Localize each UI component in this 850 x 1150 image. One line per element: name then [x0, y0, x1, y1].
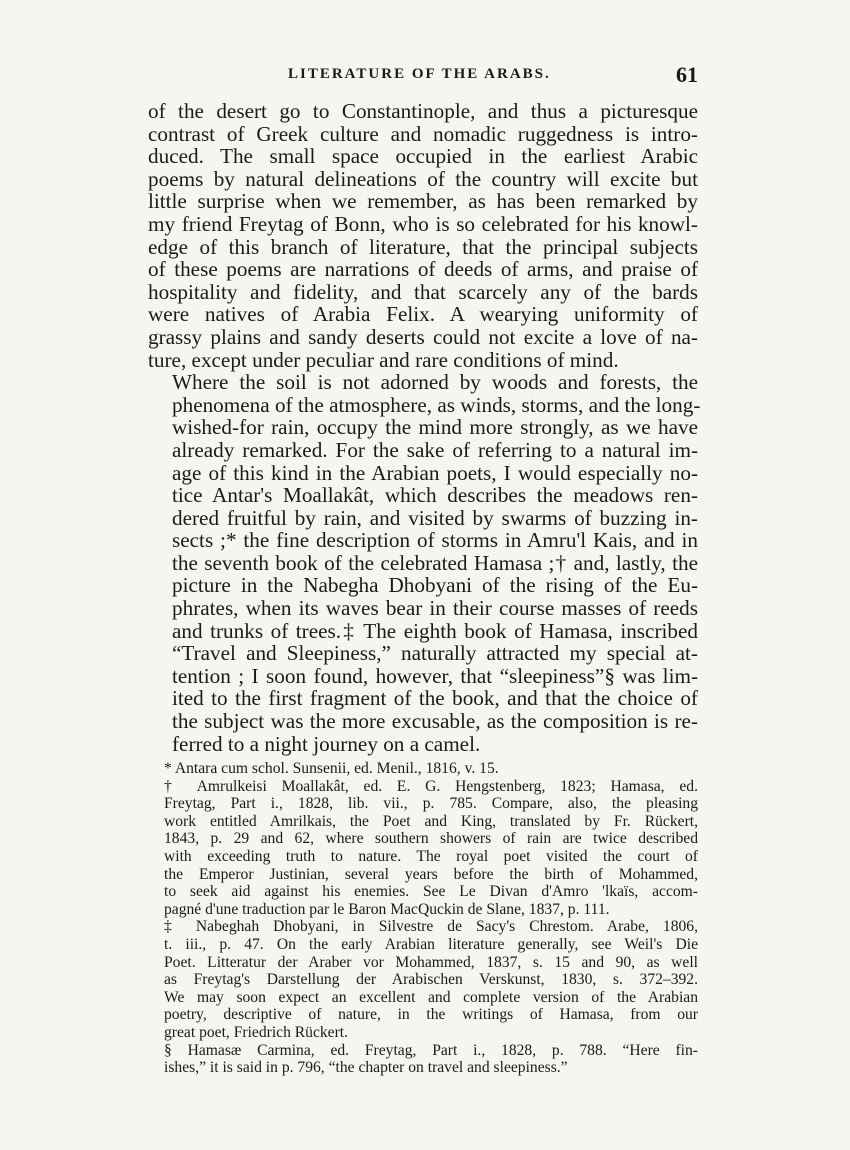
text-line: * Antara cum schol. Sunsenii, ed. Menil., 1816, v. 15. [164, 760, 499, 777]
text-line: the subject was the more excusable, as the composition is re- [172, 709, 698, 734]
text-line: “Travel and Sleepiness,” naturally attracted my special at- [172, 641, 698, 666]
text-line: ture, except under peculiar and rare conditions of mind. [148, 347, 619, 372]
text-line: contrast of Greek culture and nomadic ruggedness is intro- [148, 121, 698, 146]
text-line: already remarked. For the sake of referring to a natural im- [172, 437, 698, 462]
text-line: pagné d'une traduction par le Baron MacQuckin de Slane, 1837, p. 111. [164, 900, 610, 918]
text-line: Poet. Litteratur der Araber vor Mohammed, 1837, s. 15 and 90, as well [164, 953, 698, 971]
text-line: tice Antar's Moallakât, which describes the meadows ren- [172, 483, 698, 508]
paragraph-1 [148, 100, 698, 371]
footnotes [148, 760, 698, 1077]
text-line: ited to the first fragment of the book, and that the choice of [172, 686, 698, 711]
text-line: age of this kind in the Arabian poets, I would especially no- [172, 460, 698, 485]
footnote-amrulkeisi [148, 778, 698, 919]
text-line: † Amrulkeisi Moallakât, ed. E. G. Hengstenberg, 1823; Hamasa, ed. [164, 777, 698, 795]
footnote-nabeghah [148, 918, 698, 1041]
text-line: ferred to a night journey on a camel. [172, 731, 481, 756]
page-number: 61 [676, 62, 698, 87]
text-line: as Freytag's Darstellung der Arabischen Verskunst, 1830, s. 372–392. [164, 971, 698, 989]
text-line: and trunks of trees.‡ The eighth book of Hamasa, inscribed [172, 618, 698, 643]
text-line: 1843, p. 29 and 62, where southern showers of rain are twice described [164, 830, 698, 848]
text-line: t. iii., p. 47. On the early Arabian literature generally, see Weil's Die [164, 935, 698, 953]
text-line: to seek aid against his enemies. See Le Divan d'Amro 'lkaïs, accom- [164, 883, 698, 901]
text-line: were natives of Arabia Felix. A wearying uniformity of [148, 302, 698, 327]
text-line: Where the soil is not adorned by woods and forests, the [172, 370, 698, 395]
text-line: Freytag, Part i., 1828, lib. vii., p. 785. Compare, also, the pleasing [164, 795, 698, 813]
text-line: work entitled Amrilkais, the Poet and King, translated by Fr. Rückert, [164, 812, 698, 830]
text-line: dered fruitful by rain, and visited by swarms of buzzing in- [172, 505, 698, 530]
text-line: the seventh book of the celebrated Hamasa ;† and, lastly, the [172, 550, 698, 575]
text-line: great poet, Friedrich Rückert. [164, 1023, 349, 1041]
text-line: wished-for rain, occupy the mind more strongly, as we have [172, 415, 698, 440]
text-line: grassy plains and sandy deserts could not excite a love of na- [148, 324, 698, 349]
text-line: my friend Freytag of Bonn, who is so celebrated for his knowl- [148, 211, 698, 236]
text-line: ‡ Nabeghah Dhobyani, in Silvestre de Sacy's Chrestom. Arabe, 1806, [164, 918, 698, 936]
text-line: § Hamasæ Carmina, ed. Freytag, Part i., 1828, p. 788. “Here fin- [164, 1041, 698, 1059]
footnote-antara [148, 760, 698, 778]
text-line: ishes,” it is said in p. 796, “the chapter on travel and sleepiness.” [164, 1059, 568, 1077]
text-line: poems by natural delineations of the country will excite but [148, 166, 698, 191]
text-line: We may soon expect an excellent and complete version of the Arabian [164, 988, 698, 1006]
paragraph-2 [148, 370, 701, 756]
text-line: little surprise when we remember, as has been remarked by [148, 189, 698, 214]
text-line: of these poems are narrations of deeds of arms, and praise of [148, 257, 698, 282]
text-line: picture in the Nabegha Dhobyani of the rising of the Eu- [172, 573, 698, 598]
text-line: phenomena of the atmosphere, as winds, storms, and the long- [172, 392, 701, 417]
page-header [148, 62, 698, 92]
text-line: with exceeding truth to nature. The royal poet visited the court of [164, 847, 698, 865]
main-text [148, 99, 701, 756]
text-line: sects ;* the fine description of storms in Amru'l Kais, and in [172, 528, 698, 553]
text-line: the Emperor Justinian, several years before the birth of Mohammed, [164, 865, 698, 883]
text-line: of the desert go to Constantinople, and thus a picturesque [148, 99, 698, 123]
running-title: LITERATURE OF THE ARABS. [288, 66, 551, 82]
text-line: phrates, when its waves bear in their course masses of reeds [172, 596, 698, 621]
text-line: duced. The small space occupied in the earliest Arabic [148, 144, 698, 169]
footnote-hamasae [148, 1042, 698, 1077]
text-line: edge of this branch of literature, that the principal subjects [148, 234, 698, 259]
text-line: hospitality and fidelity, and that scarcely any of the bards [148, 279, 698, 304]
text-line: poetry, descriptive of nature, in the writings of Hamasa, from our [164, 1006, 698, 1024]
text-line: tention ; I soon found, however, that “sleepiness”§ was lim- [172, 663, 698, 688]
